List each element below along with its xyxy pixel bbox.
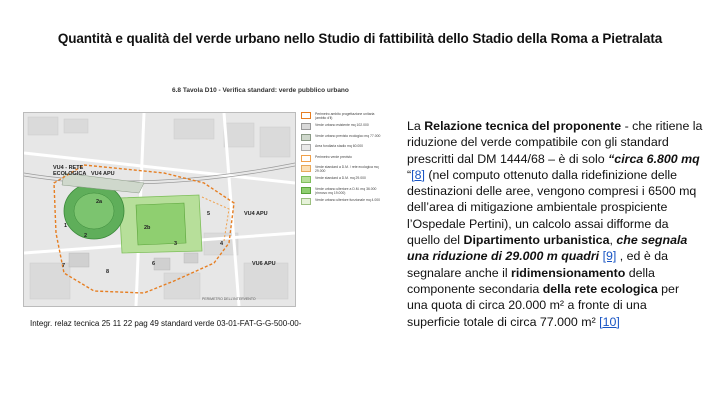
footnote-link-8[interactable]: [8] xyxy=(411,167,425,182)
label-area-2b: 2b xyxy=(144,225,151,231)
label-vu4-apu-left: VU4 APU xyxy=(91,171,115,177)
legend-label: Verde urbano ulteriore funzionale mq 4.000 xyxy=(315,198,381,203)
legend-swatch xyxy=(301,176,311,183)
legend-swatch xyxy=(301,198,311,205)
legend-label: Perimetro verde previsto xyxy=(315,154,352,159)
map-legend xyxy=(301,112,383,209)
bold-italic-riduzione-29000: che segnala una riduzione di 29.000 m quadri xyxy=(407,233,688,264)
label-area-8: 8 xyxy=(106,269,110,275)
legend-swatch xyxy=(301,112,311,119)
footnote-link-9[interactable]: [9] xyxy=(602,249,617,264)
label-vu6-apu: VU6 APU xyxy=(252,261,276,267)
label-area-2: 2 xyxy=(84,233,88,239)
body-text-segment: per una quota di circa 20.000 m² a fronte di una superficie totale di circa 77.000 m² xyxy=(407,281,680,329)
body-text-segment: della componente secondaria xyxy=(407,265,655,296)
body-text-segment: , xyxy=(609,233,617,248)
figure-caption: 6.8 Tavola D10 - Verifica standard: verde pubblico urbano xyxy=(172,87,349,94)
bold-dipartimento-urbanistica: Dipartimento urbanistica xyxy=(463,233,610,248)
label-vu4-apu-right: VU4 APU xyxy=(244,211,268,217)
body-text-segment: “ xyxy=(407,167,412,182)
bold-italic-circa-6800: “circa 6.800 mq xyxy=(608,151,700,166)
legend-item xyxy=(301,176,383,183)
label-area-2a: 2a xyxy=(96,199,103,205)
bold-relazione-tecnica: Relazione tecnica del proponente xyxy=(424,119,622,133)
legend-label: Verde standard a D.M. mq 29.000 xyxy=(315,176,366,181)
label-vu4-rete: VU4 - RETE xyxy=(53,165,84,171)
legend-item xyxy=(301,187,383,195)
legend-item xyxy=(301,134,383,141)
label-area-5: 5 xyxy=(207,211,211,217)
legend-label: Area fondiaria stadio mq 60.000 xyxy=(315,144,364,149)
legend-label: Verde urbano previsto ecologico mq 77.000 xyxy=(315,133,381,138)
legend-swatch xyxy=(301,187,311,194)
legend-swatch xyxy=(301,123,311,130)
bold-rete-ecologica: della rete ecologica xyxy=(542,281,658,296)
body-text-segment: , ed è da segnalare anche il xyxy=(407,249,669,280)
slide-title: Quantità e qualità del verde urbano nello Studio di fattibilità dello Stadio della Roma a Pietralata xyxy=(57,31,663,46)
legend-label: Verde urbano ulteriore a D.M. mq 36.000 (rinnovo mq 19.000) xyxy=(315,186,377,195)
legend-label: Perimetro ambito progettazione unitaria (ambito d'll) xyxy=(315,112,375,120)
body-paragraph xyxy=(407,118,703,330)
legend-label: Verde urbano esistente mq 102.000 xyxy=(315,123,369,128)
legend-item xyxy=(301,198,383,205)
label-area-3: 3 xyxy=(174,241,178,247)
legend-item xyxy=(301,165,383,173)
legend-swatch xyxy=(301,155,311,162)
bold-ridimensionamento: ridimensionamento xyxy=(511,265,626,280)
label-ecologica: ECOLOGICA xyxy=(53,171,87,177)
label-area-6: 6 xyxy=(152,261,156,267)
label-area-4: 4 xyxy=(220,241,224,247)
label-area-7: 7 xyxy=(62,263,66,269)
label-area-1: 1 xyxy=(64,223,68,229)
source-footnote: Integr. relaz tecnica 25 11 22 pag 49 standard verde 03-01-FAT-G-G-500-00- xyxy=(30,319,302,328)
legend-label: Verde standard a D.M. / rete ecologica mq 29.000 xyxy=(315,164,379,173)
legend-item xyxy=(301,123,383,130)
legend-item xyxy=(301,155,383,162)
map-labels xyxy=(24,113,295,306)
legend-swatch xyxy=(301,144,311,151)
map-scale-note: PERIMETRO DELL'INTERVENTO xyxy=(202,297,256,301)
body-text-segment: - che ritiene la riduzione del verde compatibile con gli standard prescritti dal DM 1444/68 – è di solo xyxy=(407,119,703,166)
body-text-segment: (nel computo ottenuto dalla ridefinizione delle destinazioni delle aree, vengono compresi i 6500 mq dell’area di mitigazione ambientale prospiciente l’Ospedale Pertini), un calcolo assai difforme da quello del xyxy=(407,167,697,248)
legend-swatch xyxy=(301,165,311,172)
site-plan-map xyxy=(23,112,296,307)
legend-item xyxy=(301,144,383,151)
legend-item xyxy=(301,112,383,120)
legend-swatch xyxy=(301,134,311,141)
body-text-segment: La xyxy=(407,119,425,133)
footnote-link-10[interactable]: [10] xyxy=(599,314,620,329)
